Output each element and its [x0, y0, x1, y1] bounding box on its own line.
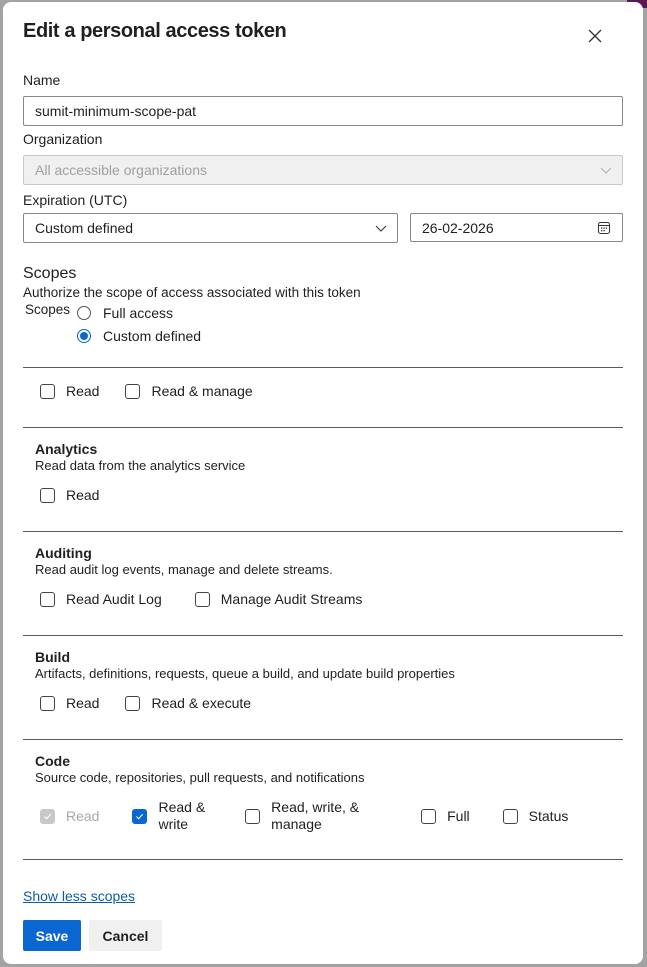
scope-options-row [40, 695, 251, 712]
checkbox-code-read-write[interactable] [132, 799, 205, 833]
divider [23, 427, 623, 428]
radio-label: Custom defined [103, 328, 202, 344]
edit-token-dialog [3, 2, 643, 964]
radio-button[interactable] [77, 306, 91, 320]
radio-label: Full access [103, 305, 174, 321]
option-label: Read & manage [151, 383, 253, 399]
checkbox-code-read [40, 808, 99, 825]
option-label: Read [66, 807, 100, 824]
scopes-heading: Scopes [23, 265, 77, 282]
section-title-auditing: Auditing [35, 545, 92, 561]
checkbox-read[interactable] [40, 383, 99, 400]
option-label: Full [447, 807, 470, 824]
checkbox[interactable] [125, 384, 140, 399]
checkbox[interactable] [40, 592, 55, 607]
checkbox-code-read-write-manage[interactable] [245, 799, 359, 833]
organization-value: All accessible organizations [35, 162, 207, 178]
radio-custom-defined[interactable] [77, 328, 201, 344]
scopes-radio-label: Scopes [25, 302, 71, 317]
option-label: Read Audit Log [66, 591, 162, 607]
option-label: Read & execute [151, 695, 252, 711]
chevron-down-icon [600, 165, 612, 175]
scope-options-row [40, 799, 568, 833]
divider [23, 635, 623, 636]
section-desc-build: Artifacts, definitions, requests, queue a build, and update build properties [35, 666, 455, 681]
option-label: Status [528, 807, 569, 824]
checkbox[interactable] [125, 696, 140, 711]
section-title-build: Build [35, 649, 70, 665]
calendar-icon[interactable] [598, 222, 610, 234]
date-value: 26-02-2026 [422, 219, 494, 236]
section-desc-analytics: Read data from the analytics service [35, 458, 246, 473]
check-icon [135, 812, 144, 821]
checkbox[interactable] [40, 696, 55, 711]
close-icon[interactable] [587, 28, 603, 44]
chevron-down-icon [375, 223, 387, 233]
expiration-label: Expiration (UTC) [23, 192, 128, 208]
checkbox-checked-disabled [40, 809, 55, 824]
expiration-value: Custom defined [35, 220, 134, 236]
save-button[interactable]: Save [23, 920, 81, 951]
divider [23, 739, 623, 740]
checkbox-build-read[interactable] [40, 695, 99, 712]
scope-options-row [40, 591, 362, 608]
option-label: Manage Audit Streams [220, 591, 363, 607]
name-input[interactable] [23, 96, 623, 126]
option-label: Read [66, 383, 100, 399]
organization-label: Organization [23, 131, 103, 147]
option-label-line: Read, write, & [271, 799, 360, 815]
scope-options-row [40, 383, 253, 400]
checkbox-code-full[interactable] [421, 808, 470, 825]
cancel-button[interactable]: Cancel [89, 920, 162, 951]
option-label-line: Read & [158, 799, 206, 815]
check-icon [43, 812, 52, 821]
name-value: sumit-minimum-scope-pat [35, 103, 197, 119]
checkbox-manage-audit-streams[interactable] [195, 591, 363, 608]
checkbox-read-manage[interactable] [125, 383, 252, 400]
checkbox[interactable] [421, 809, 436, 824]
radio-button-selected[interactable] [77, 329, 91, 343]
divider [23, 367, 623, 368]
organization-select [23, 155, 623, 185]
checkbox-analytics-read[interactable] [40, 487, 99, 504]
scopes-description: Authorize the scope of access associated with this token [23, 285, 361, 300]
checkbox[interactable] [503, 809, 518, 824]
divider [23, 859, 623, 860]
checkbox[interactable] [195, 592, 210, 607]
section-desc-auditing: Read audit log events, manage and delete streams. [35, 562, 333, 577]
checkbox[interactable] [40, 488, 55, 503]
option-label: Read [66, 695, 100, 711]
checkbox[interactable] [40, 384, 55, 399]
option-label-line: manage [271, 816, 322, 832]
expiration-select[interactable] [23, 213, 398, 243]
checkbox-code-status[interactable] [503, 808, 569, 825]
scope-options-row [40, 487, 99, 504]
option-label-line: write [158, 816, 189, 832]
show-less-scopes-link[interactable]: Show less scopes [23, 888, 136, 904]
divider [23, 531, 623, 532]
section-desc-code: Source code, repositories, pull requests, and notifications [35, 770, 365, 785]
option-label: Read [66, 487, 100, 503]
checkbox[interactable] [245, 809, 260, 824]
option-label [271, 799, 359, 833]
section-title-code: Code [35, 753, 70, 769]
date-input[interactable] [410, 213, 623, 242]
name-label: Name [23, 72, 61, 88]
checkbox-read-audit-log[interactable] [40, 591, 162, 608]
radio-full-access[interactable] [77, 305, 173, 321]
checkbox-build-read-execute[interactable] [125, 695, 251, 712]
dialog-title: Edit a personal access token [23, 20, 287, 42]
checkbox-checked[interactable] [132, 809, 147, 824]
section-title-analytics: Analytics [35, 441, 98, 457]
option-label [158, 799, 205, 833]
